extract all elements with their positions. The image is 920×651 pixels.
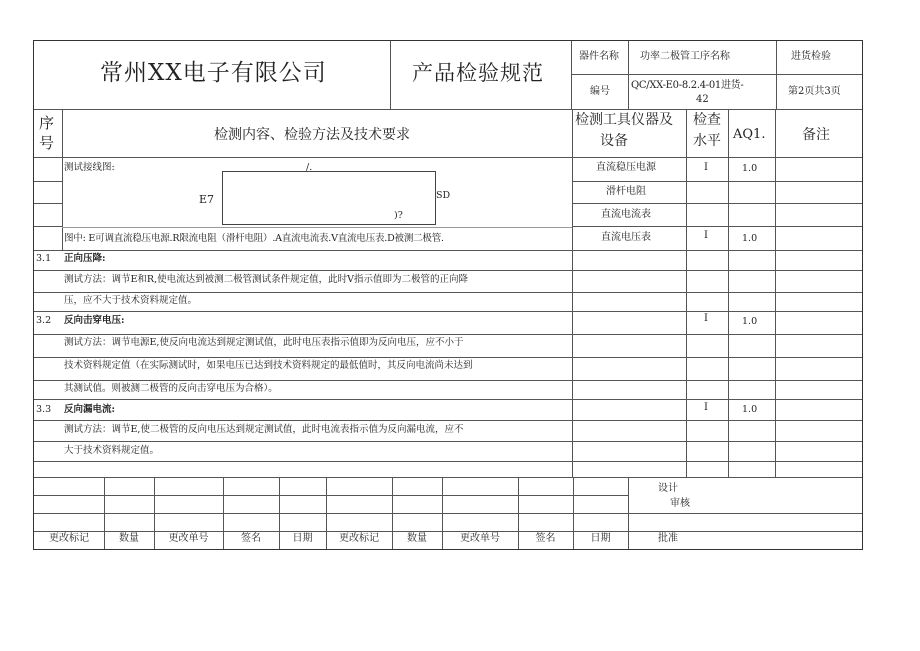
footer-top-line xyxy=(34,477,862,478)
section-number: 3.1 xyxy=(36,253,52,264)
doc-number-value: QC/XX-E0-8.2.4-01进货- xyxy=(631,80,744,91)
doc-type-title: 产品检验规范 xyxy=(412,61,544,85)
row-line xyxy=(34,292,862,293)
row-line xyxy=(34,380,862,381)
inspection-spec-sheet xyxy=(33,40,863,550)
footer-col-label: 签名 xyxy=(241,533,261,544)
footer-col-label: 日期 xyxy=(292,533,313,544)
page-info: 第2页共3页 xyxy=(788,86,841,97)
tool-item: 直流电压表 xyxy=(601,232,651,243)
footer-divider xyxy=(628,477,629,549)
process-value: 进货检验 xyxy=(791,51,831,62)
col-aql: AQ1. xyxy=(733,127,766,142)
tool-item: 滑杆电阻 xyxy=(606,186,646,197)
level-divider xyxy=(728,109,729,477)
part-name-label: 器件名称 xyxy=(579,51,619,62)
aql-value: 1.0 xyxy=(742,404,758,415)
col-content: 检测内容、检验方法及技术要求 xyxy=(214,127,410,143)
header-divider xyxy=(571,74,862,75)
row-line xyxy=(62,227,572,228)
footer-col-label: 数量 xyxy=(407,533,427,544)
col-tools: 检测工具仪器及 xyxy=(575,112,673,128)
inspection-level: I xyxy=(704,402,708,413)
row-line xyxy=(34,181,62,182)
footer-col-label: 更改单号 xyxy=(460,533,500,544)
col-tools-cont: 设备 xyxy=(600,133,628,149)
aql-value: 1.0 xyxy=(742,163,758,174)
inspection-level: I xyxy=(704,313,708,324)
header-bottom-line xyxy=(34,109,862,110)
footer-col-label: 更改单号 xyxy=(168,533,209,544)
footer-col-label: 数量 xyxy=(119,533,139,544)
wiring-mark-bottom: )? xyxy=(394,210,403,221)
section-text: 测试方法：调节E和R,使电流达到被测二极管测试条件规定值，此时V指示值即为二极管的正向降 xyxy=(64,274,468,285)
row-line xyxy=(34,420,862,421)
header-divider xyxy=(571,41,572,109)
doc-number-value-cont: 42 xyxy=(696,94,709,105)
row-line xyxy=(34,441,862,442)
col-seq-cont: 号 xyxy=(39,134,55,152)
row-line xyxy=(572,203,862,204)
inspection-level: I xyxy=(704,230,708,241)
row-line xyxy=(34,226,62,227)
section-text: 技术资料规定值（在实际测试时，如果电压已达到技术资料规定的最低值时，其反向电流尚未达到 xyxy=(64,360,473,371)
section-number: 3.2 xyxy=(36,315,52,326)
section-text: 测试方法：调节电源E,使反向电流达到规定测试值，此时电压表指示值即为反向电压，应不小于 xyxy=(64,337,464,348)
row-line xyxy=(34,311,862,312)
col-seq: 序 xyxy=(39,114,55,132)
row-line xyxy=(572,226,862,227)
col-level: 检查 xyxy=(693,112,721,128)
review-label: 审核 xyxy=(670,498,690,509)
header-divider xyxy=(628,41,629,109)
row-line xyxy=(34,203,62,204)
header-divider xyxy=(390,41,391,109)
section-title: 正向压降: xyxy=(64,253,106,264)
section-title: 反向击穿电压: xyxy=(64,315,125,326)
section-text: 大于技术资料规定值。 xyxy=(64,445,160,456)
section-text: 其测试值。则被测二极管的反向击穿电压为合格）。 xyxy=(64,383,278,394)
header-divider xyxy=(776,41,777,109)
section-text: 测试方法：调节E,使二极管的反向电压达到规定测试值，此时电流表指示值为反向漏电流，应不 xyxy=(64,424,464,435)
aql-value: 1.0 xyxy=(742,233,758,244)
company-name: 常州XX电子有限公司 xyxy=(100,60,327,86)
part-name-value: 功率二极管工序名称 xyxy=(640,51,730,62)
seq-divider xyxy=(62,109,63,157)
footer-line xyxy=(34,531,862,532)
row-line xyxy=(34,250,862,251)
wiring-label: 测试接线图: xyxy=(64,162,115,173)
footer-col-label: 签名 xyxy=(535,533,556,544)
aql-divider xyxy=(775,109,776,477)
wiring-sd-label: SD xyxy=(436,190,451,201)
design-label: 设计 xyxy=(658,483,678,494)
footer-col-label: 更改标记 xyxy=(339,533,379,544)
wiring-diagram xyxy=(222,171,436,225)
content-divider xyxy=(572,109,573,477)
doc-number-label: 编号 xyxy=(590,86,610,97)
tool-item: 直流电流表 xyxy=(601,209,651,220)
row-line xyxy=(34,357,862,358)
section-number: 3.3 xyxy=(36,404,52,415)
inspection-level: I xyxy=(704,162,708,173)
approve-label: 批准 xyxy=(658,533,678,544)
footer-col-label: 更改标记 xyxy=(49,533,89,544)
col-level-cont: 水平 xyxy=(693,133,721,149)
row-line xyxy=(34,334,862,335)
section-title: 反向漏电流: xyxy=(64,404,116,415)
wiring-caption: 图中: E可调直流稳压电源.R限流电阻（滑杆电阻）.A直流电流表.V直流电压表.D被测二极管. xyxy=(64,233,444,244)
tool-item: 直流稳压电源 xyxy=(596,162,656,173)
row-line xyxy=(572,181,862,182)
row-line xyxy=(34,461,862,462)
aql-value: 1.0 xyxy=(742,316,758,327)
seq-divider xyxy=(62,157,63,250)
col-remark: 备注 xyxy=(802,127,830,143)
row-line xyxy=(34,270,862,271)
footer-line xyxy=(34,495,628,496)
row-line xyxy=(34,399,862,400)
section-text: 压，应不大于技术资料规定值。 xyxy=(64,295,198,306)
column-header-bottom xyxy=(34,157,862,158)
footer-col-label: 日期 xyxy=(590,533,611,544)
wiring-e-label: E7 xyxy=(199,193,215,206)
wiring-mark-top: /. xyxy=(306,162,313,173)
footer-line xyxy=(34,513,862,514)
tools-divider xyxy=(686,109,687,477)
